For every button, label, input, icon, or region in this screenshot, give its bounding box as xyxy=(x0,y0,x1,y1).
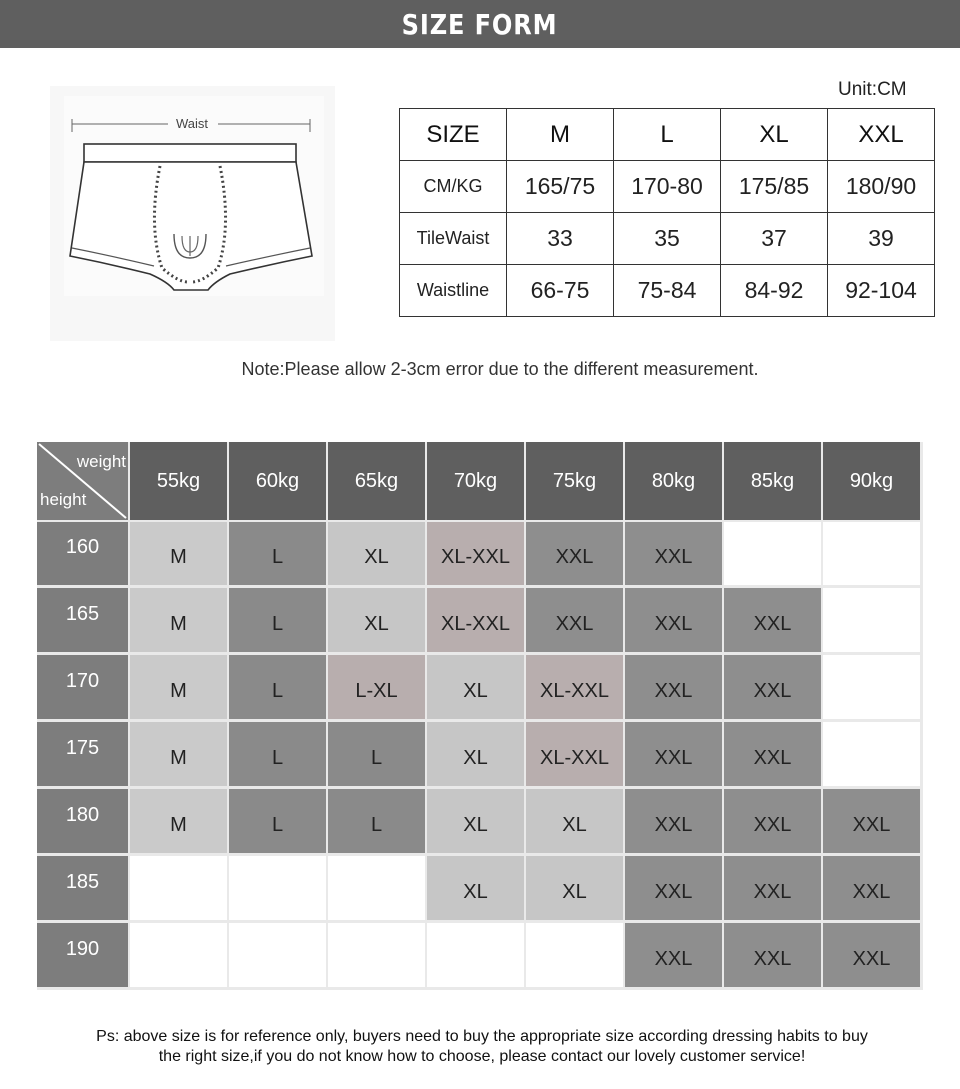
table-row xyxy=(400,161,935,213)
page-title: SIZE FORM xyxy=(402,7,558,41)
size-cell: XXL xyxy=(724,856,821,920)
table-cell: 92-104 xyxy=(828,265,935,317)
size-column-m: M xyxy=(507,109,614,161)
table-cell: 180/90 xyxy=(828,161,935,213)
header-banner xyxy=(0,0,960,48)
weight-height-size-grid xyxy=(37,442,923,990)
unit-label: Unit:CM xyxy=(838,79,907,100)
size-cell xyxy=(328,856,425,920)
underwear-illustration xyxy=(50,86,335,341)
disclaimer xyxy=(0,1027,960,1067)
size-cell: M xyxy=(130,789,227,853)
size-cell: XXL xyxy=(724,789,821,853)
size-cell: L-XL xyxy=(328,655,425,719)
size-cell: L xyxy=(229,588,326,652)
size-cell: L xyxy=(229,655,326,719)
height-header: 175 xyxy=(37,722,128,786)
size-cell: L xyxy=(229,722,326,786)
grid-corner xyxy=(37,442,128,520)
size-cell: XL xyxy=(427,722,524,786)
size-cell: XL-XXL xyxy=(526,655,623,719)
table-cell: 75-84 xyxy=(614,265,721,317)
disclaimer-line-2: the right size,if you do not know how to choose, please contact our lovely customer service! xyxy=(158,1048,806,1065)
size-cell xyxy=(823,588,920,652)
size-cell xyxy=(130,923,227,987)
table-cell: 175/85 xyxy=(721,161,828,213)
weight-header: 65kg xyxy=(328,442,425,520)
weight-header: 55kg xyxy=(130,442,227,520)
size-cell: XXL xyxy=(625,655,722,719)
table-row xyxy=(400,213,935,265)
size-column-l: L xyxy=(614,109,721,161)
size-cell: XL xyxy=(328,522,425,585)
table-row xyxy=(400,265,935,317)
size-cell: XXL xyxy=(823,789,920,853)
height-header: 170 xyxy=(37,655,128,719)
size-column-xl: XL xyxy=(721,109,828,161)
size-cell: XL xyxy=(427,655,524,719)
weight-header: 85kg xyxy=(724,442,821,520)
size-cell: XXL xyxy=(823,856,920,920)
table-cell: 165/75 xyxy=(507,161,614,213)
size-cell: XL-XXL xyxy=(526,722,623,786)
size-cell xyxy=(823,722,920,786)
size-cell: M xyxy=(130,722,227,786)
weight-header: 60kg xyxy=(229,442,326,520)
size-cell: XL xyxy=(427,789,524,853)
size-cell xyxy=(526,923,623,987)
size-cell: XL xyxy=(526,789,623,853)
table-cell: 84-92 xyxy=(721,265,828,317)
size-cell: L xyxy=(229,789,326,853)
height-header: 180 xyxy=(37,789,128,853)
size-cell xyxy=(328,923,425,987)
disclaimer-line-1: Ps: above size is for reference only, buyers need to buy the appropriate size according dressing habits to buy xyxy=(96,1028,868,1045)
size-cell: XXL xyxy=(625,722,722,786)
size-cell xyxy=(229,923,326,987)
size-cell: XXL xyxy=(526,588,623,652)
size-cell xyxy=(823,522,920,585)
size-cell: XL xyxy=(526,856,623,920)
table-cell: 35 xyxy=(614,213,721,265)
size-cell: XL-XXL xyxy=(427,588,524,652)
size-cell: XXL xyxy=(625,789,722,853)
corner-height-label: height xyxy=(40,490,87,509)
table-cell: 33 xyxy=(507,213,614,265)
size-cell: M xyxy=(130,655,227,719)
size-cell xyxy=(724,522,821,585)
size-cell: XXL xyxy=(625,856,722,920)
size-cell: XXL xyxy=(724,588,821,652)
size-cell: XL-XXL xyxy=(427,522,524,585)
size-cell: M xyxy=(130,522,227,585)
size-cell: XXL xyxy=(625,588,722,652)
size-cell: L xyxy=(328,789,425,853)
size-cell: XXL xyxy=(724,655,821,719)
size-table xyxy=(399,108,935,317)
size-cell: XL xyxy=(427,856,524,920)
weight-header: 80kg xyxy=(625,442,722,520)
row-label-waistline: Waistline xyxy=(400,265,507,317)
table-cell: 66-75 xyxy=(507,265,614,317)
size-cell xyxy=(130,856,227,920)
size-cell: XXL xyxy=(625,923,722,987)
height-header: 165 xyxy=(37,588,128,652)
size-cell: XL xyxy=(328,588,425,652)
size-header: SIZE xyxy=(400,109,507,161)
table-cell: 39 xyxy=(828,213,935,265)
size-cell: XXL xyxy=(625,522,722,585)
size-table-header-row xyxy=(400,109,935,161)
weight-header: 90kg xyxy=(823,442,920,520)
size-cell xyxy=(427,923,524,987)
size-cell: M xyxy=(130,588,227,652)
size-cell: XXL xyxy=(724,923,821,987)
row-label-tile-waist: TileWaist xyxy=(400,213,507,265)
row-label-cm-kg: CM/KG xyxy=(400,161,507,213)
waist-label: Waist xyxy=(176,116,209,131)
height-header: 185 xyxy=(37,856,128,920)
size-column-xxl: XXL xyxy=(828,109,935,161)
size-cell xyxy=(823,655,920,719)
size-cell: L xyxy=(229,522,326,585)
weight-header: 75kg xyxy=(526,442,623,520)
table-cell: 170-80 xyxy=(614,161,721,213)
weight-header: 70kg xyxy=(427,442,524,520)
measurement-note: Note:Please allow 2-3cm error due to the different measurement. xyxy=(241,359,759,379)
height-header: 160 xyxy=(37,522,128,585)
size-cell: XXL xyxy=(724,722,821,786)
size-cell: XXL xyxy=(823,923,920,987)
height-header: 190 xyxy=(37,923,128,987)
size-cell: L xyxy=(328,722,425,786)
table-cell: 37 xyxy=(721,213,828,265)
corner-weight-label: weight xyxy=(76,452,126,471)
size-cell xyxy=(229,856,326,920)
size-cell: XXL xyxy=(526,522,623,585)
